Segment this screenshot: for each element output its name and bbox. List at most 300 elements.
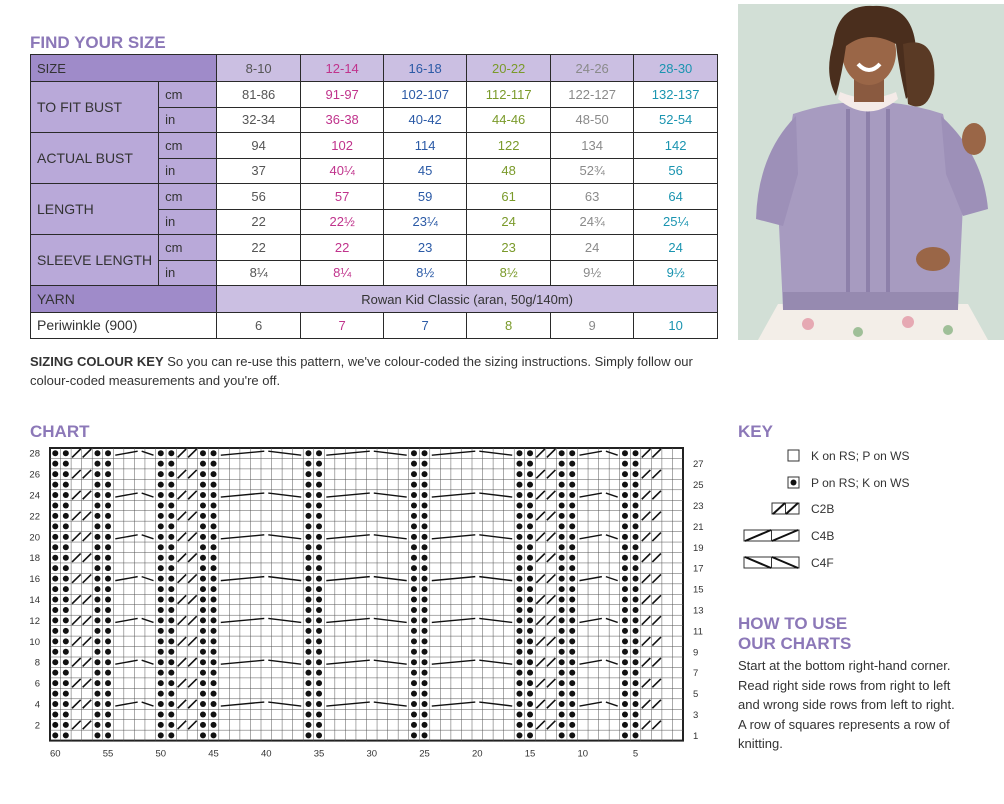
colour-value: 9 bbox=[551, 313, 634, 339]
purl-dot bbox=[622, 482, 628, 488]
purl-dot bbox=[52, 649, 58, 655]
purl-dot bbox=[63, 544, 69, 550]
purl-dot bbox=[305, 628, 311, 634]
purl-dot bbox=[527, 659, 533, 665]
purl-dot bbox=[559, 722, 565, 728]
colour-row bbox=[31, 313, 718, 339]
purl-dot bbox=[200, 607, 206, 613]
purl-dot bbox=[63, 513, 69, 519]
purl-dot bbox=[63, 628, 69, 634]
purl-dot bbox=[158, 649, 164, 655]
purl-dot bbox=[158, 565, 164, 571]
purl-dot bbox=[527, 471, 533, 477]
purl-dot bbox=[211, 680, 217, 686]
purl-dot bbox=[527, 492, 533, 498]
size-value: 64 bbox=[634, 184, 718, 210]
purl-dot bbox=[559, 565, 565, 571]
purl-dot bbox=[569, 523, 575, 529]
purl-dot bbox=[569, 691, 575, 697]
purl-dot bbox=[569, 607, 575, 613]
measure-label: SLEEVE LENGTH bbox=[31, 235, 159, 286]
purl-dot bbox=[569, 544, 575, 550]
size-value: 45 bbox=[384, 158, 467, 184]
purl-dot bbox=[63, 670, 69, 676]
purl-dot bbox=[105, 597, 111, 603]
purl-dot bbox=[168, 450, 174, 456]
purl-dot bbox=[168, 576, 174, 582]
purl-dot bbox=[569, 555, 575, 561]
purl-dot bbox=[569, 680, 575, 686]
purl-dot bbox=[158, 711, 164, 717]
purl-dot bbox=[516, 617, 522, 623]
purl-dot bbox=[168, 502, 174, 508]
purl-dot bbox=[105, 617, 111, 623]
purl-dot bbox=[633, 607, 639, 613]
purl-dot bbox=[305, 482, 311, 488]
purl-dot bbox=[305, 523, 311, 529]
purl-dot bbox=[622, 513, 628, 519]
left-tick-label: 6 bbox=[34, 678, 40, 690]
purl-dot bbox=[633, 711, 639, 717]
purl-dot bbox=[211, 586, 217, 592]
purl-dot bbox=[94, 670, 100, 676]
size-value: 102-107 bbox=[384, 82, 467, 108]
size-value: 48-50 bbox=[551, 107, 634, 133]
size-value: 91-97 bbox=[301, 82, 384, 108]
purl-dot bbox=[158, 638, 164, 644]
purl-dot bbox=[52, 534, 58, 540]
measure-label: ACTUAL BUST bbox=[31, 133, 159, 184]
right-tick-label: 5 bbox=[693, 689, 699, 701]
size-value: 134 bbox=[551, 133, 634, 159]
size-value: 142 bbox=[634, 133, 718, 159]
purl-dot bbox=[105, 502, 111, 508]
size-value: 37 bbox=[217, 158, 301, 184]
purl-dot bbox=[516, 680, 522, 686]
purl-dot bbox=[633, 461, 639, 467]
purl-dot bbox=[211, 617, 217, 623]
size-value: 56 bbox=[634, 158, 718, 184]
purl-dot bbox=[411, 617, 417, 623]
size-value: 52-54 bbox=[634, 107, 718, 133]
purl-dot bbox=[622, 711, 628, 717]
purl-dot bbox=[527, 691, 533, 697]
purl-dot bbox=[622, 628, 628, 634]
size-value: 8½ bbox=[384, 260, 467, 286]
purl-dot bbox=[63, 597, 69, 603]
purl-dot bbox=[569, 722, 575, 728]
purl-dot bbox=[516, 670, 522, 676]
purl-dot bbox=[527, 502, 533, 508]
purl-dot bbox=[305, 607, 311, 613]
purl-dot bbox=[211, 691, 217, 697]
purl-dot bbox=[411, 628, 417, 634]
purl-dot bbox=[94, 534, 100, 540]
purl-dot bbox=[211, 482, 217, 488]
purl-dot bbox=[622, 461, 628, 467]
purl-dot bbox=[411, 649, 417, 655]
key-label: C4B bbox=[811, 529, 835, 543]
purl-dot bbox=[569, 649, 575, 655]
unit-label: in bbox=[159, 107, 217, 133]
colour-label: Periwinkle (900) bbox=[31, 313, 217, 339]
purl-dot bbox=[200, 492, 206, 498]
purl-dot bbox=[622, 523, 628, 529]
x-tick-label: 55 bbox=[102, 748, 114, 760]
purl-dot bbox=[168, 544, 174, 550]
purl-dot bbox=[527, 628, 533, 634]
size-value: 114 bbox=[384, 133, 467, 159]
purl-dot bbox=[211, 722, 217, 728]
purl-dot bbox=[211, 649, 217, 655]
purl-dot bbox=[305, 638, 311, 644]
purl-dot bbox=[422, 732, 428, 738]
left-tick-label: 4 bbox=[34, 699, 40, 711]
x-tick-label: 50 bbox=[155, 748, 167, 760]
purl-dot bbox=[211, 576, 217, 582]
purl-dot bbox=[158, 701, 164, 707]
size-value: 24 bbox=[634, 235, 718, 261]
purl-dot bbox=[516, 607, 522, 613]
purl-dot bbox=[52, 680, 58, 686]
purl-dot bbox=[633, 670, 639, 676]
size-value: 61 bbox=[467, 184, 551, 210]
purl-dot bbox=[316, 638, 322, 644]
purl-dot bbox=[63, 576, 69, 582]
purl-dot bbox=[94, 722, 100, 728]
purl-dot bbox=[316, 555, 322, 561]
purl-dot bbox=[633, 513, 639, 519]
purl-dot bbox=[411, 722, 417, 728]
left-tick-label: 12 bbox=[29, 615, 40, 627]
purl-dot bbox=[158, 659, 164, 665]
purl-dot bbox=[305, 617, 311, 623]
purl-dot bbox=[305, 701, 311, 707]
x-tick-label: 15 bbox=[524, 748, 536, 760]
purl-dot bbox=[200, 670, 206, 676]
purl-dot bbox=[305, 576, 311, 582]
purl-dot bbox=[105, 732, 111, 738]
purl-dot bbox=[200, 732, 206, 738]
purl-dot bbox=[305, 471, 311, 477]
purl-dot bbox=[622, 638, 628, 644]
yarn-row bbox=[31, 286, 718, 313]
purl-dot bbox=[633, 691, 639, 697]
purl-dot bbox=[211, 711, 217, 717]
purl-dot bbox=[211, 513, 217, 519]
purl-dot bbox=[422, 450, 428, 456]
purl-dot bbox=[305, 711, 311, 717]
purl-dot bbox=[316, 576, 322, 582]
purl-dot bbox=[622, 659, 628, 665]
purl-dot bbox=[516, 565, 522, 571]
purl-dot bbox=[211, 732, 217, 738]
purl-dot bbox=[516, 471, 522, 477]
purl-dot bbox=[94, 513, 100, 519]
purl-dot bbox=[516, 691, 522, 697]
purl-dot bbox=[527, 513, 533, 519]
purl-dot bbox=[622, 565, 628, 571]
purl-dot bbox=[158, 722, 164, 728]
purl-dot bbox=[63, 502, 69, 508]
purl-dot bbox=[569, 659, 575, 665]
purl-dot bbox=[622, 555, 628, 561]
colour-value: 7 bbox=[384, 313, 467, 339]
purl-dot bbox=[411, 691, 417, 697]
purl-dot bbox=[200, 482, 206, 488]
size-value: 40¼ bbox=[301, 158, 384, 184]
purl-dot bbox=[63, 523, 69, 529]
size-header-label: SIZE bbox=[31, 55, 217, 82]
right-tick-label: 3 bbox=[693, 709, 699, 721]
size-value: 22 bbox=[301, 235, 384, 261]
purl-dot bbox=[63, 659, 69, 665]
purl-dot bbox=[94, 471, 100, 477]
purl-dot bbox=[158, 732, 164, 738]
purl-dot bbox=[63, 492, 69, 498]
purl-dot bbox=[411, 534, 417, 540]
purl-dot bbox=[633, 638, 639, 644]
purl-dot bbox=[52, 607, 58, 613]
size-value: 122 bbox=[467, 133, 551, 159]
purl-dot bbox=[516, 555, 522, 561]
purl-dot bbox=[305, 586, 311, 592]
key-label: K on RS; P on WS bbox=[811, 449, 910, 463]
purl-dot bbox=[105, 628, 111, 634]
purl-dot bbox=[559, 649, 565, 655]
purl-dot bbox=[633, 576, 639, 582]
purl-dot bbox=[316, 691, 322, 697]
purl-dot bbox=[316, 711, 322, 717]
purl-dot bbox=[211, 607, 217, 613]
purl-dot bbox=[94, 711, 100, 717]
unit-label: cm bbox=[159, 133, 217, 159]
size-header-cell: 12-14 bbox=[301, 55, 384, 82]
purl-dot bbox=[411, 732, 417, 738]
purl-dot bbox=[422, 691, 428, 697]
purl-dot bbox=[52, 482, 58, 488]
purl-dot bbox=[411, 555, 417, 561]
purl-dot bbox=[305, 649, 311, 655]
purl-dot bbox=[200, 722, 206, 728]
size-value: 44-46 bbox=[467, 107, 551, 133]
purl-dot bbox=[516, 450, 522, 456]
size-value: 132-137 bbox=[634, 82, 718, 108]
purl-dot bbox=[422, 534, 428, 540]
purl-dot bbox=[516, 711, 522, 717]
purl-dot bbox=[559, 576, 565, 582]
right-tick-label: 23 bbox=[693, 500, 704, 512]
purl-dot bbox=[633, 523, 639, 529]
purl-dot bbox=[105, 450, 111, 456]
yarn-label: YARN bbox=[31, 286, 217, 313]
purl-dot bbox=[527, 450, 533, 456]
purl-dot bbox=[168, 523, 174, 529]
purl-dot bbox=[105, 638, 111, 644]
left-tick-label: 8 bbox=[34, 657, 40, 669]
purl-dot bbox=[200, 513, 206, 519]
purl-dot bbox=[316, 482, 322, 488]
purl-dot bbox=[168, 638, 174, 644]
purl-dot bbox=[316, 628, 322, 634]
left-tick-label: 20 bbox=[29, 532, 40, 544]
purl-dot bbox=[633, 482, 639, 488]
c2b-symbol-icon bbox=[740, 502, 802, 516]
right-tick-label: 19 bbox=[693, 542, 704, 554]
x-tick-label: 60 bbox=[49, 748, 61, 760]
purl-dot bbox=[411, 492, 417, 498]
purl-dot bbox=[527, 555, 533, 561]
purl-dot bbox=[94, 659, 100, 665]
purl-dot bbox=[316, 450, 322, 456]
purl-dot bbox=[559, 544, 565, 550]
size-value: 56 bbox=[217, 184, 301, 210]
purl-dot bbox=[422, 617, 428, 623]
purl-dot bbox=[105, 565, 111, 571]
purl-dot bbox=[305, 544, 311, 550]
colour-value: 10 bbox=[634, 313, 718, 339]
purl-dot bbox=[422, 722, 428, 728]
purl-dot bbox=[305, 659, 311, 665]
purl-dot bbox=[305, 722, 311, 728]
purl-dot bbox=[516, 732, 522, 738]
purl-dot bbox=[633, 471, 639, 477]
purl-dot bbox=[94, 617, 100, 623]
purl-dot bbox=[559, 659, 565, 665]
size-value: 24 bbox=[551, 235, 634, 261]
purl-dot bbox=[94, 565, 100, 571]
purl-dot bbox=[158, 492, 164, 498]
purl-dot bbox=[633, 617, 639, 623]
purl-dot bbox=[168, 607, 174, 613]
unit-label: in bbox=[159, 209, 217, 235]
purl-dot bbox=[52, 691, 58, 697]
purl-dot bbox=[633, 534, 639, 540]
left-tick-label: 16 bbox=[29, 574, 40, 586]
purl-dot bbox=[211, 534, 217, 540]
purl-dot bbox=[94, 576, 100, 582]
purl-dot bbox=[422, 555, 428, 561]
left-tick-label: 26 bbox=[29, 469, 40, 481]
purl-dot bbox=[52, 586, 58, 592]
purl-dot bbox=[622, 492, 628, 498]
purl-dot bbox=[168, 701, 174, 707]
size-value: 24 bbox=[467, 209, 551, 235]
purl-dot bbox=[305, 450, 311, 456]
purl-dot bbox=[411, 607, 417, 613]
purl-dot bbox=[94, 597, 100, 603]
purl-dot bbox=[422, 576, 428, 582]
size-value: 52¾ bbox=[551, 158, 634, 184]
size-header-cell: 20-22 bbox=[467, 55, 551, 82]
purl-dot bbox=[516, 722, 522, 728]
purl-dot bbox=[569, 576, 575, 582]
purl-dot bbox=[168, 691, 174, 697]
purl-dot bbox=[105, 544, 111, 550]
purl-dot bbox=[516, 628, 522, 634]
size-value: 22 bbox=[217, 209, 301, 235]
purl-dot bbox=[52, 628, 58, 634]
purl-dot bbox=[305, 502, 311, 508]
purl-dot bbox=[200, 450, 206, 456]
purl-dot bbox=[411, 680, 417, 686]
purl-dot bbox=[622, 732, 628, 738]
purl-dot bbox=[105, 659, 111, 665]
left-tick-label: 22 bbox=[29, 511, 40, 523]
purl-dot bbox=[569, 701, 575, 707]
purl-dot bbox=[316, 732, 322, 738]
purl-dot bbox=[316, 523, 322, 529]
model-photo bbox=[738, 4, 1004, 340]
left-tick-label: 2 bbox=[34, 720, 40, 732]
purl-dot bbox=[211, 461, 217, 467]
purl-dot bbox=[94, 680, 100, 686]
purl-dot bbox=[168, 628, 174, 634]
purl-dot bbox=[527, 680, 533, 686]
unit-label: cm bbox=[159, 82, 217, 108]
size-value: 40-42 bbox=[384, 107, 467, 133]
purl-dot bbox=[527, 565, 533, 571]
purl-dot bbox=[633, 680, 639, 686]
x-tick-label: 5 bbox=[632, 748, 639, 760]
size-row bbox=[31, 184, 718, 210]
purl-dot bbox=[105, 649, 111, 655]
purl-dot bbox=[527, 482, 533, 488]
purl-dot bbox=[105, 513, 111, 519]
right-tick-label: 7 bbox=[693, 668, 699, 680]
x-tick-label: 45 bbox=[208, 748, 219, 760]
left-tick-label: 10 bbox=[29, 636, 40, 648]
purl-dot bbox=[63, 461, 69, 467]
purl-dot bbox=[527, 649, 533, 655]
purl-dot bbox=[633, 701, 639, 707]
purl-dot bbox=[316, 586, 322, 592]
purl-dot bbox=[200, 701, 206, 707]
size-value: 23¼ bbox=[384, 209, 467, 235]
purl-dot bbox=[211, 628, 217, 634]
unit-label: cm bbox=[159, 184, 217, 210]
purl-dot bbox=[316, 722, 322, 728]
purl-dot bbox=[105, 680, 111, 686]
colour-value: 6 bbox=[217, 313, 301, 339]
purl-dot bbox=[52, 670, 58, 676]
purl-dot bbox=[422, 659, 428, 665]
purl-dot bbox=[569, 565, 575, 571]
purl-dot bbox=[168, 732, 174, 738]
purl-dot bbox=[316, 461, 322, 467]
purl-dot bbox=[168, 492, 174, 498]
purl-dot bbox=[105, 461, 111, 467]
purl-dot bbox=[411, 502, 417, 508]
purl-dot bbox=[211, 701, 217, 707]
purl-dot bbox=[516, 513, 522, 519]
purl-dot bbox=[569, 471, 575, 477]
purl-dot bbox=[622, 534, 628, 540]
purl-dot bbox=[52, 659, 58, 665]
purl-dot bbox=[527, 670, 533, 676]
purl-dot bbox=[305, 513, 311, 519]
purl-dot bbox=[63, 732, 69, 738]
size-header-row bbox=[31, 55, 718, 82]
purl-dot bbox=[622, 617, 628, 623]
purl-dot bbox=[622, 502, 628, 508]
size-value: 23 bbox=[467, 235, 551, 261]
purl-dot bbox=[200, 617, 206, 623]
purl-dot bbox=[158, 691, 164, 697]
purl-dot bbox=[422, 461, 428, 467]
purl-dot bbox=[63, 607, 69, 613]
purl-dot bbox=[316, 680, 322, 686]
